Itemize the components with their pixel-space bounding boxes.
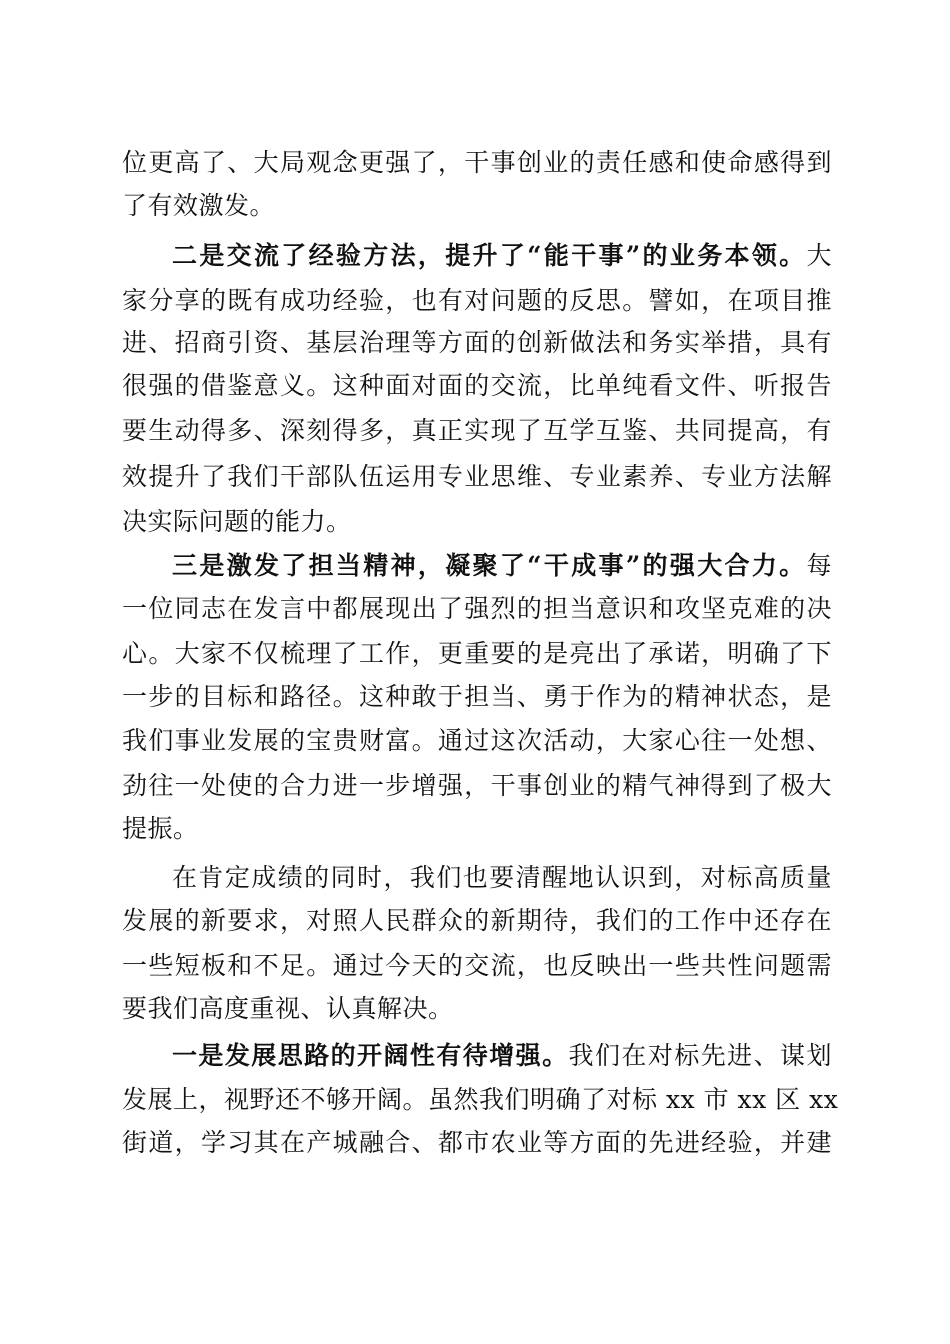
line-text: 每 — [806, 551, 832, 580]
text-line — [122, 809, 832, 849]
line-text: 效提升了我们干部队伍运用专业思维、专业素养、专业方法解 — [122, 462, 832, 491]
text-line — [122, 989, 832, 1029]
line-text: 劲往一处使的合力进一步增强，干事创业的精气神得到了极大 — [122, 771, 832, 800]
line-text: 家分享的既有成功经验，也有对问题的反思。譬如，在项目推 — [122, 286, 832, 315]
text-line — [172, 858, 832, 898]
text-line — [122, 634, 832, 674]
text-line — [122, 677, 832, 717]
line-text: 位更高了、大局观念更强了，干事创业的责任感和使命感得到 — [122, 148, 832, 177]
line-text: 一步的目标和路径。这种敢于担当、勇于作为的精神状态，是 — [122, 682, 832, 711]
text-line — [122, 1123, 832, 1163]
line-text: 进、招商引资、基层治理等方面的创新做法和务实举措，具有 — [122, 328, 832, 357]
line-text: 了有效激发。 — [122, 191, 276, 220]
text-line — [122, 766, 832, 806]
line-text: 一位同志在发言中都展现出了强烈的担当意识和攻坚克难的决 — [122, 594, 832, 623]
line-text: 心。大家不仅梳理了工作，更重要的是亮出了承诺，明确了下 — [122, 639, 832, 668]
line-text: 我们在对标先进、谋划 — [568, 1041, 832, 1070]
text-line — [122, 721, 832, 761]
text-line — [122, 186, 832, 226]
paragraph-heading-line — [172, 236, 832, 276]
bold-lead: 一是发展思路的开阔性有待增强。 — [172, 1041, 569, 1070]
line-text: 我们事业发展的宝贵财富。通过这次活动，大家心往一处想、 — [122, 726, 832, 755]
bold-lead: 二是交流了经验方法，提升了“能干事”的业务本领。 — [172, 241, 807, 270]
line-text: 街道，学习其在产城融合、都市农业等方面的先进经验，并建 — [122, 1128, 832, 1157]
line-text: 要生动得多、深刻得多，真正实现了互学互鉴、共同提高，有 — [122, 416, 832, 445]
text-line — [122, 946, 832, 986]
line-text: 发展上，视野还不够开阔。虽然我们明确了对标 xx 市 xx 区 xx — [122, 1085, 839, 1114]
line-text: 要我们高度重视、认真解决。 — [122, 994, 454, 1023]
text-line — [122, 457, 832, 497]
line-text: 在肯定成绩的同时，我们也要清醒地认识到，对标高质量 — [172, 863, 832, 892]
line-text: 决实际问题的能力。 — [122, 507, 352, 536]
text-line — [122, 323, 832, 363]
text-line — [122, 366, 832, 406]
text-line — [122, 589, 832, 629]
paragraph-heading-line — [172, 546, 832, 586]
line-text: 提振。 — [122, 814, 199, 843]
text-line — [122, 1080, 839, 1120]
line-text: 很强的借鉴意义。这种面对面的交流，比单纯看文件、听报告 — [122, 371, 832, 400]
line-text: 大 — [806, 241, 832, 270]
bold-lead: 三是激发了担当精神，凝聚了“干成事”的强大合力。 — [172, 551, 807, 580]
text-line — [122, 901, 832, 941]
text-line — [122, 502, 832, 542]
line-text: 发展的新要求，对照人民群众的新期待，我们的工作中还存在 — [122, 906, 832, 935]
text-line — [122, 143, 832, 183]
text-line — [122, 411, 832, 451]
line-text: 一些短板和不足。通过今天的交流，也反映出一些共性问题需 — [122, 951, 832, 980]
paragraph-heading-line — [172, 1036, 832, 1076]
text-line — [122, 281, 832, 321]
